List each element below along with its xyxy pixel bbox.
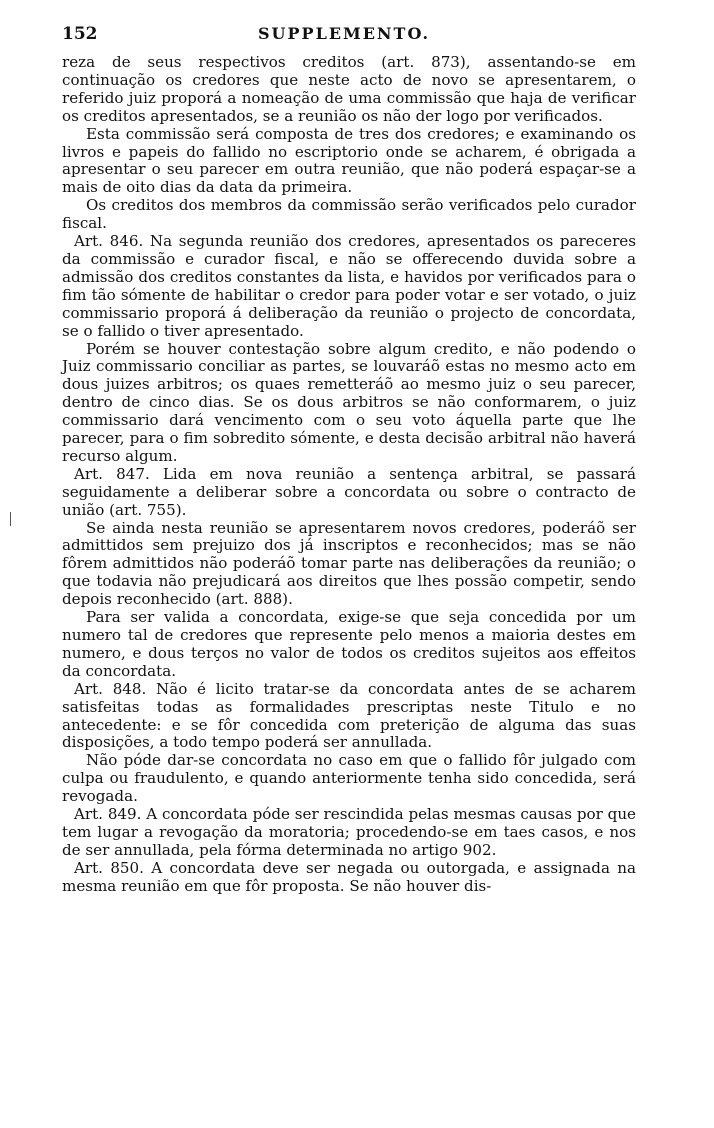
page-number: 152 bbox=[62, 24, 98, 44]
paragraph: Porém se houver contestação sobre algum credito, e não podendo o Juiz commissario conciliar as partes, se louvaráõ estas no mesmo acto em dous juizes arbitros; os quaes remetteráõ ao mesmo juiz o seu parecer, dentro de cinco dias. Se os dous arbitros se não conformarem, o juiz commissario dará vencimento com o seu voto áquella parte que lhe parecer, para o fim sobredito sómente, e desta decisão arbitral não haverá recurso algum. bbox=[62, 339, 636, 465]
article-850: Art. 850. A concordata deve ser negada ou outorgada, e assignada na mesma reunião em que fôr proposta. Se não houver dis- bbox=[62, 858, 636, 895]
page-header bbox=[62, 24, 632, 46]
paragraph: Não póde dar-se concordata no caso em que o fallido fôr julgado com culpa ou fraudulento, e quando anteriormente tenha sido concedida, será revogada. bbox=[62, 751, 636, 806]
body-text bbox=[62, 54, 636, 896]
paragraph: Esta commissão será composta de tres dos credores; e examinando os livros e papeis do fallido no escriptorio onde se acharem, é obrigada a apresentar o seu parecer em outra reunião, que não poderá espaçar-se a mais de oito dias da data da primeira. bbox=[62, 124, 636, 197]
article-849: Art. 849. A concordata póde ser rescindida pelas mesmas causas por que tem lugar a revogação da moratoria; procedendo-se em taes casos, e nos de ser annullada, pela fórma determinada no artigo 902. bbox=[62, 805, 636, 859]
paragraph: Os creditos dos membros da commissão serão verificados pelo curador fiscal. bbox=[62, 196, 636, 233]
paragraph: Para ser valida a concordata, exige-se que seja concedida por um numero tal de credores que represente pelo menos a maioria destes em numero, e dous terços no valor de todos os creditos sujeitos aos effeitos da concordata. bbox=[62, 608, 636, 680]
article-846: Art. 846. Na segunda reunião dos credores, apresentados os pareceres da commissão e curador fiscal, e não se offerecendo duvida sobre a admissão dos creditos constantes da lista, e havidos por verificados para o fim tão sómente de habilitar o credor para poder votar e ser votado, o juiz commissario proporá á deliberação da reunião o projecto de concordata, se o fallido o tiver apresentado. bbox=[62, 232, 636, 340]
paragraph: reza de seus respectivos creditos (art. 873), assentando-se em continuação os credores que neste acto de novo se apresentarem, o referido juiz proporá a nomeação de uma commissão que haja de verificar os creditos apresentados, se a reunião os não der logo por verificados. bbox=[62, 53, 636, 125]
paragraph: Se ainda nesta reunião se apresentarem novos credores, poderáõ ser admittidos sem prejuizo dos já inscriptos e reconhecidos; mas se não fôrem admittidos não poderáõ tomar parte nas deliberações da reunião; o que todavia não prejudicará aos direitos que lhes possão competir, sendo depois reconhecido (art. 888). bbox=[62, 518, 636, 609]
article-848: Art. 848. Não é licito tratar-se da concordata antes de se acharem satisfeitas todas as formalidades prescriptas neste Titulo e no antecedente: e se fôr concedida com preterição de alguma das suas disposições, a todo tempo poderá ser annullada. bbox=[62, 679, 636, 752]
running-head: SUPPLEMENTO. bbox=[258, 24, 431, 43]
article-847: Art. 847. Lida em nova reunião a sentença arbitral, se passará seguidamente a deliberar sobre a concordata ou sobre o contracto de união (art. 755). bbox=[62, 464, 636, 519]
margin-mark bbox=[10, 512, 11, 526]
